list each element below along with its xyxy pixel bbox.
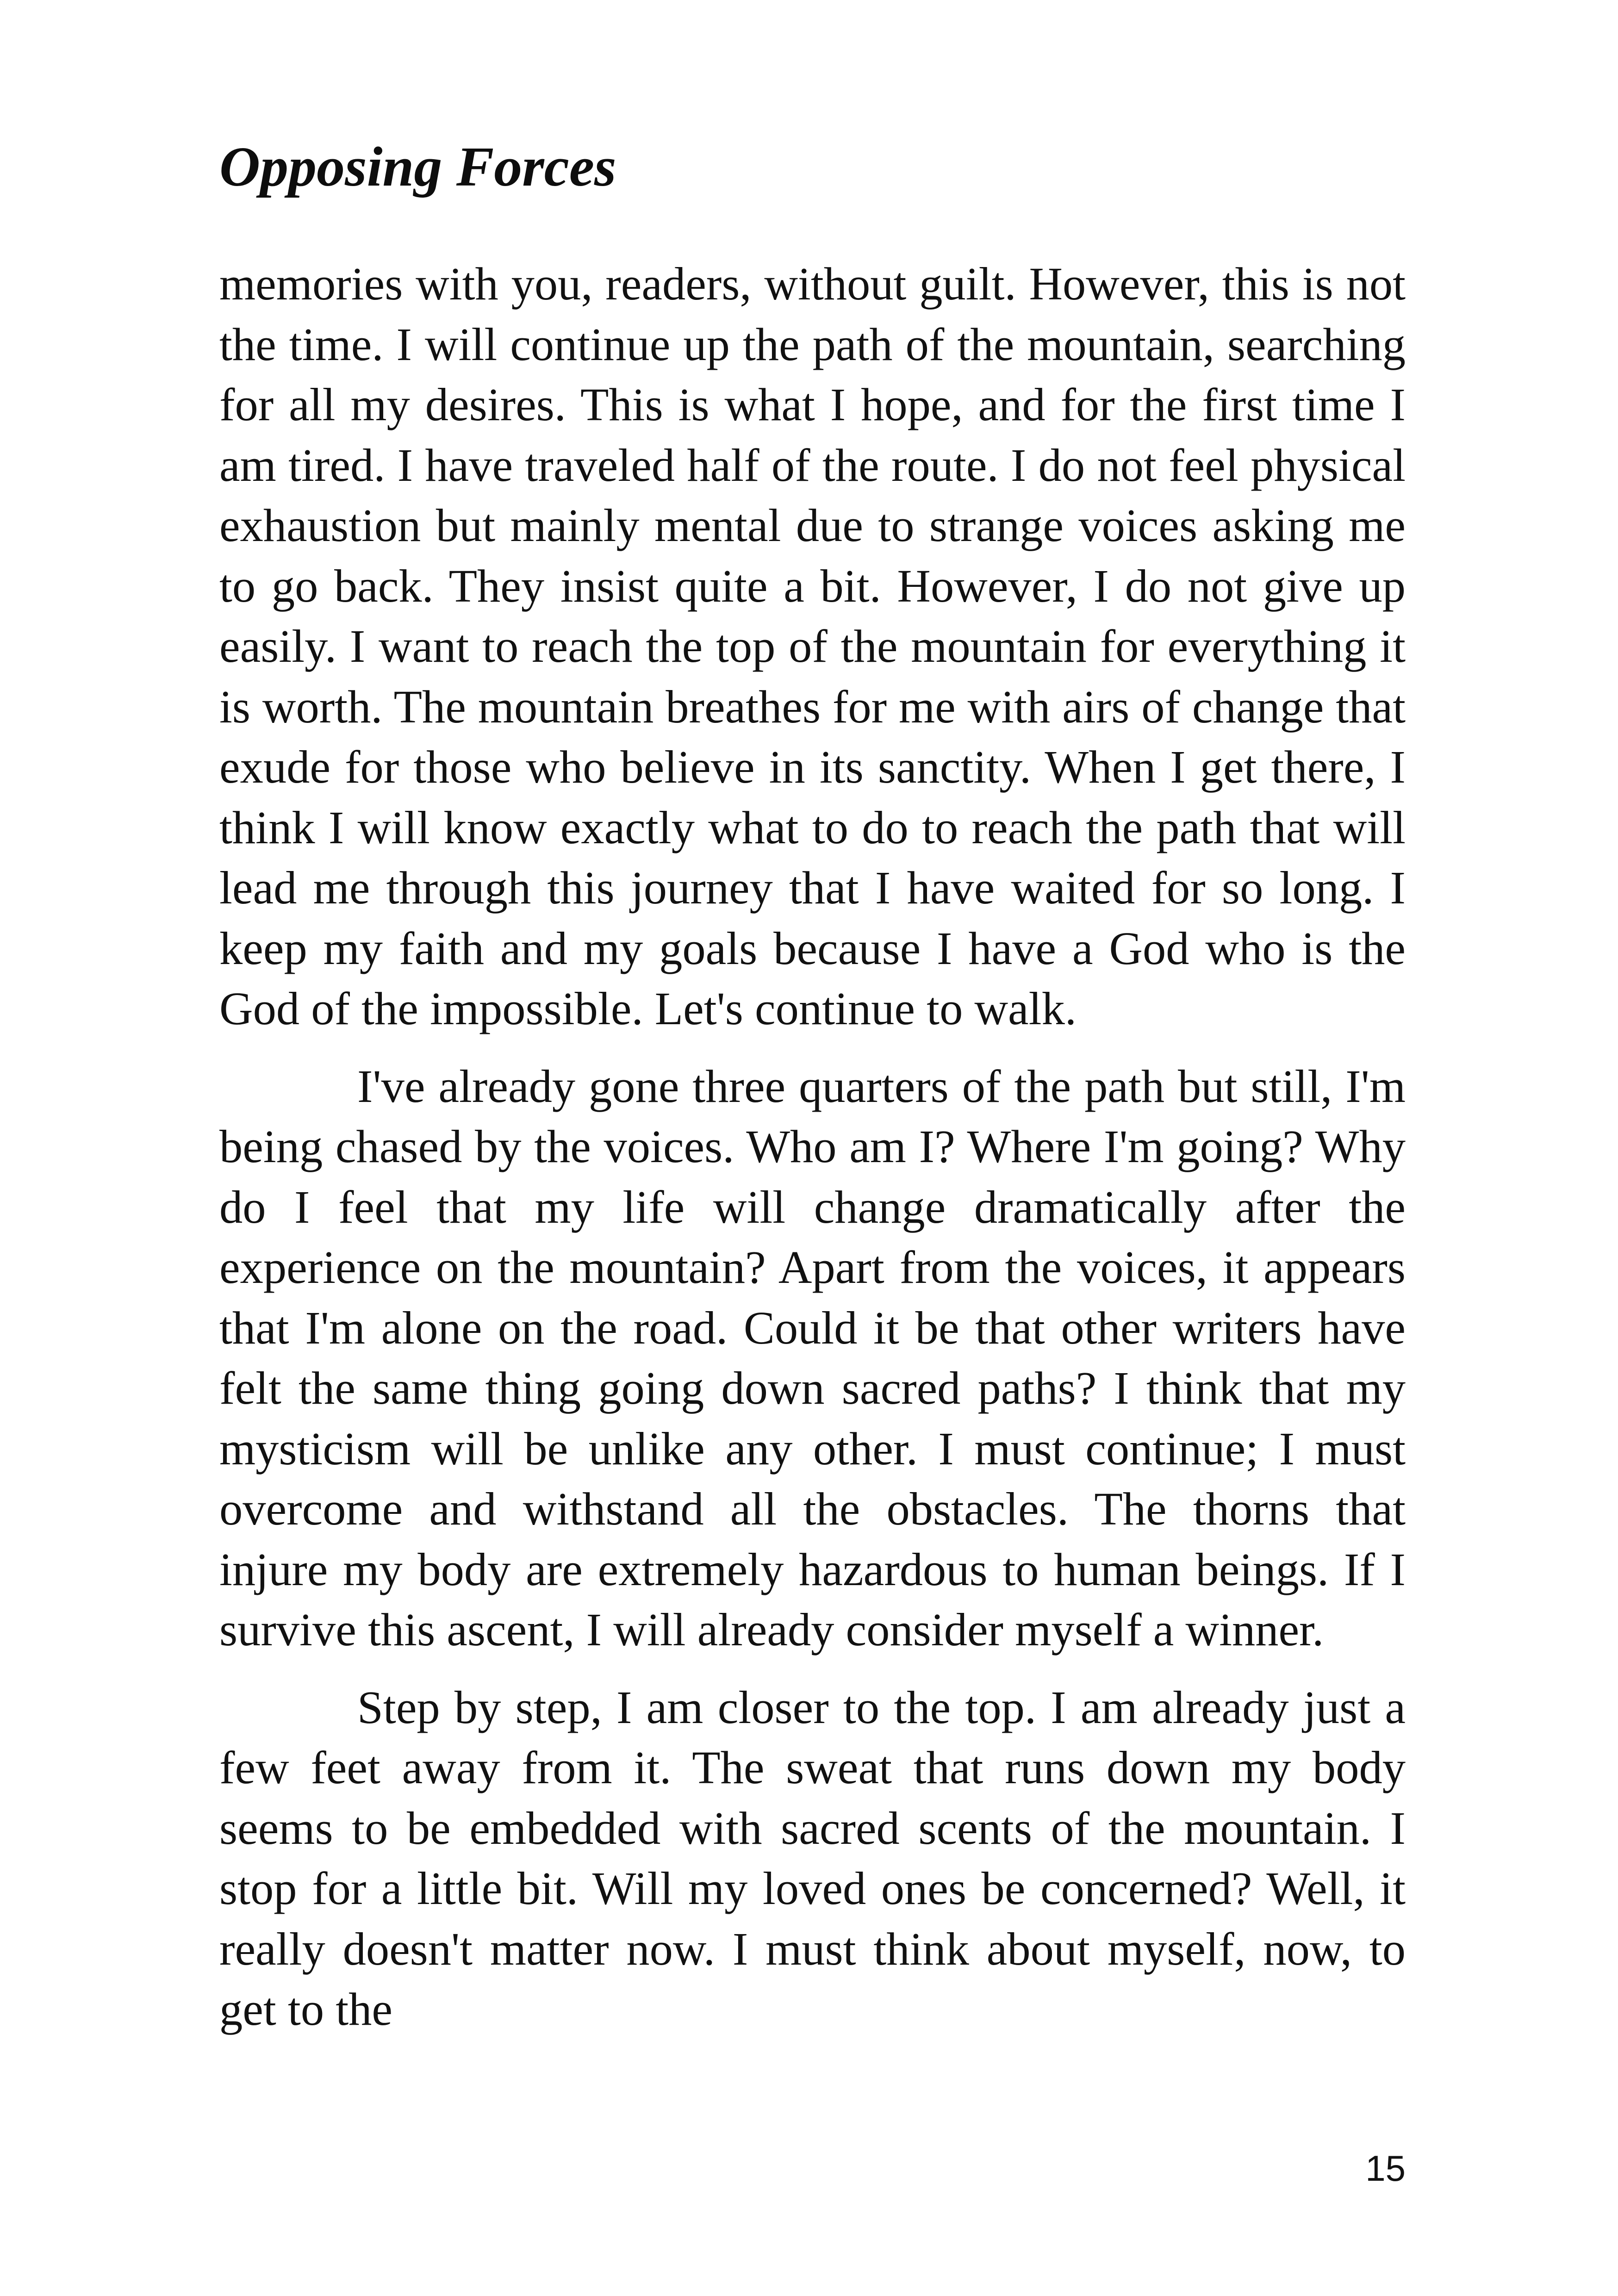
body-text [219, 254, 1406, 2040]
running-header-title: Opposing Forces [219, 136, 616, 198]
paragraph-continued: memories with you, readers, without guilt. However, this is not the time. I will continue up the path of the mountain, searching for all my desires. This is what I hope, and for the first time I am tired. I have traveled half of the route. I do not feel physical exhaustion but mainly mental due to strange voices asking me to go back. They insist quite a bit. However, I do not give up easily. I want to reach the top of the mountain for everything it is worth. The mountain breathes for me with airs of change that exude for those who believe in its sanctity. When I get there, I think I will know exactly what to do to reach the path that will lead me through this journey that I have waited for so long. I keep my faith and my goals because I have a God who is the God of the impossible. Let's continue to walk. [219, 258, 1406, 1034]
paragraph: I've already gone three quarters of the path but still, I'm being chased by the voices. Who am I? Where I'm going? Why do I feel that my life will change dramatically after the experience on the mountain? Apart from the voices, it appears that I'm alone on the road. Could it be that other writers have felt the same thing going down sacred paths? I think that my mysticism will be unlike any other. I must continue; I must overcome and withstand all the obstacles. The thorns that injure my body are extremely hazardous to human beings. If I survive this ascent, I will already consider myself a winner. [219, 1060, 1406, 1655]
page-number: 15 [1365, 2148, 1406, 2189]
paragraph: Step by step, I am closer to the top. I am already just a few feet away from it. The sweat that runs down my body seems to be embedded with sacred scents of the mountain. I stop for a little bit. Will my loved ones be concerned? Well, it really doesn't matter now. I must think about myself, now, to get to the [219, 1681, 1406, 2035]
